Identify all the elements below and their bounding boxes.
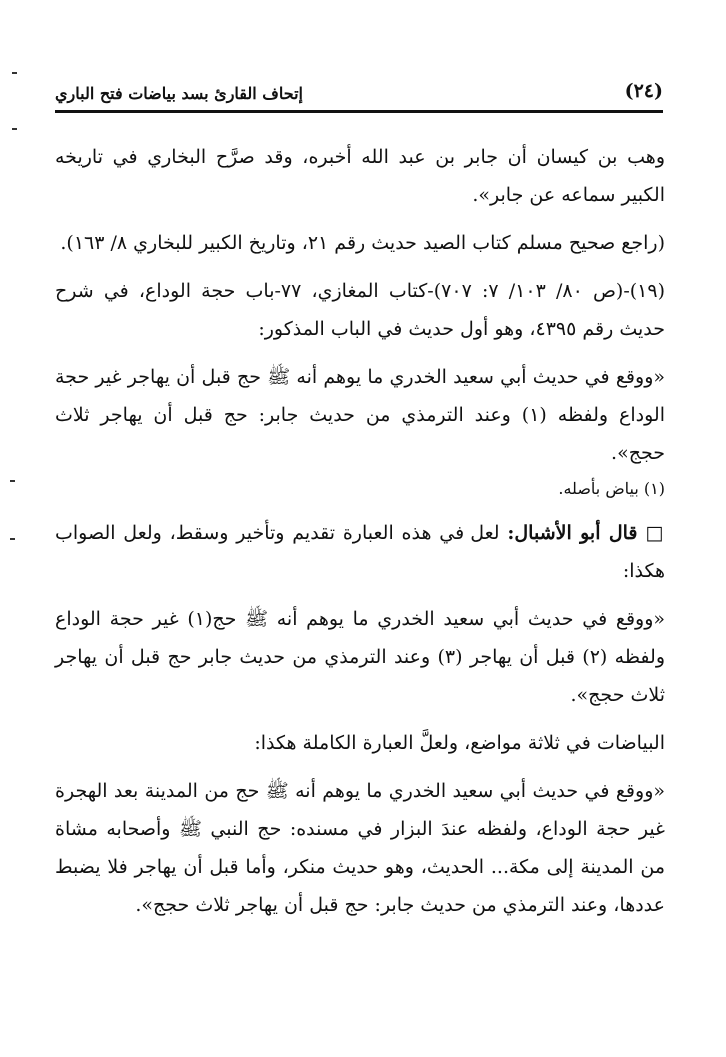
running-title: إتحاف القارئ بسد بياضات فتح الباري (55, 84, 303, 103)
paragraph: وهب بن كيسان أن جابر بن عبد الله أخبره، وقد صرَّح البخاري في تاريخه الكبير سماعه عن جابر». (55, 146, 665, 206)
paragraph: البياضات في ثلاثة مواضع، ولعلَّ العبارة الكاملة هكذا: (254, 732, 665, 754)
page-number: (٢٤) (624, 80, 663, 102)
footnote: (١) بياض بأصله. (558, 479, 665, 498)
page-body (55, 138, 665, 924)
paragraph: «ووقع في حديث أبي سعيد الخدري ما يوهم أنه ﷺ حج قبل أن يهاجر غير حجة الوداع ولفظه (١) وعند الترمذي من حديث جابر: حج قبل أن يهاجر ثلاث حجج». (55, 366, 665, 464)
paragraph: «ووقع في حديث أبي سعيد الخدري ما يوهم أنه ﷺ حج(١) غير حجة الوداع ولفظه (٢) قبل أن يهاجر (٣) وعند الترمذي من حديث جابر حج قبل أن يهاجر ثلاث حجج». (55, 608, 666, 706)
paragraph: «ووقع في حديث أبي سعيد الخدري ما يوهم أنه ﷺ حج من المدينة بعد الهجرة غير حجة الوداع، ولفظه عندَ البزار في مسنده: حج النبي ﷺ وأصحابه مشاة من المدينة إلى مكة... الحديث، وهو حديث منكر، وأما قبل أن يهاجر فلا يضبط عددها، وعند الترمذي من حديث جابر: حج قبل أن يهاجر ثلاث حجج». (55, 780, 665, 916)
margin-mark (10, 480, 15, 482)
comment-paragraph (55, 514, 665, 590)
margin-mark (12, 128, 17, 130)
margin-mark (10, 538, 15, 540)
page-header (55, 78, 663, 112)
comment-text: لعل في هذه العبارة تقديم وتأخير وسقط، ولعل الصواب هكذا: (55, 522, 665, 582)
margin-mark (12, 72, 17, 74)
paragraph: (راجع صحيح مسلم كتاب الصيد حديث رقم ٢١، وتاريخ الكبير للبخاري ٨/ ١٦٣). (60, 232, 665, 254)
header-rule (55, 110, 663, 113)
comment-marker: □ (645, 522, 666, 544)
comment-speaker: قال أبو الأشبال: (507, 522, 638, 544)
paragraph: (١٩)-(ص ٨٠/ ١٠٣/ ٧: ٧٠٧)-كتاب المغازي، ٧٧-باب حجة الوداع، في شرح حديث رقم ٤٣٩٥، وهو أول حديث في الباب المذكور: (55, 280, 666, 340)
